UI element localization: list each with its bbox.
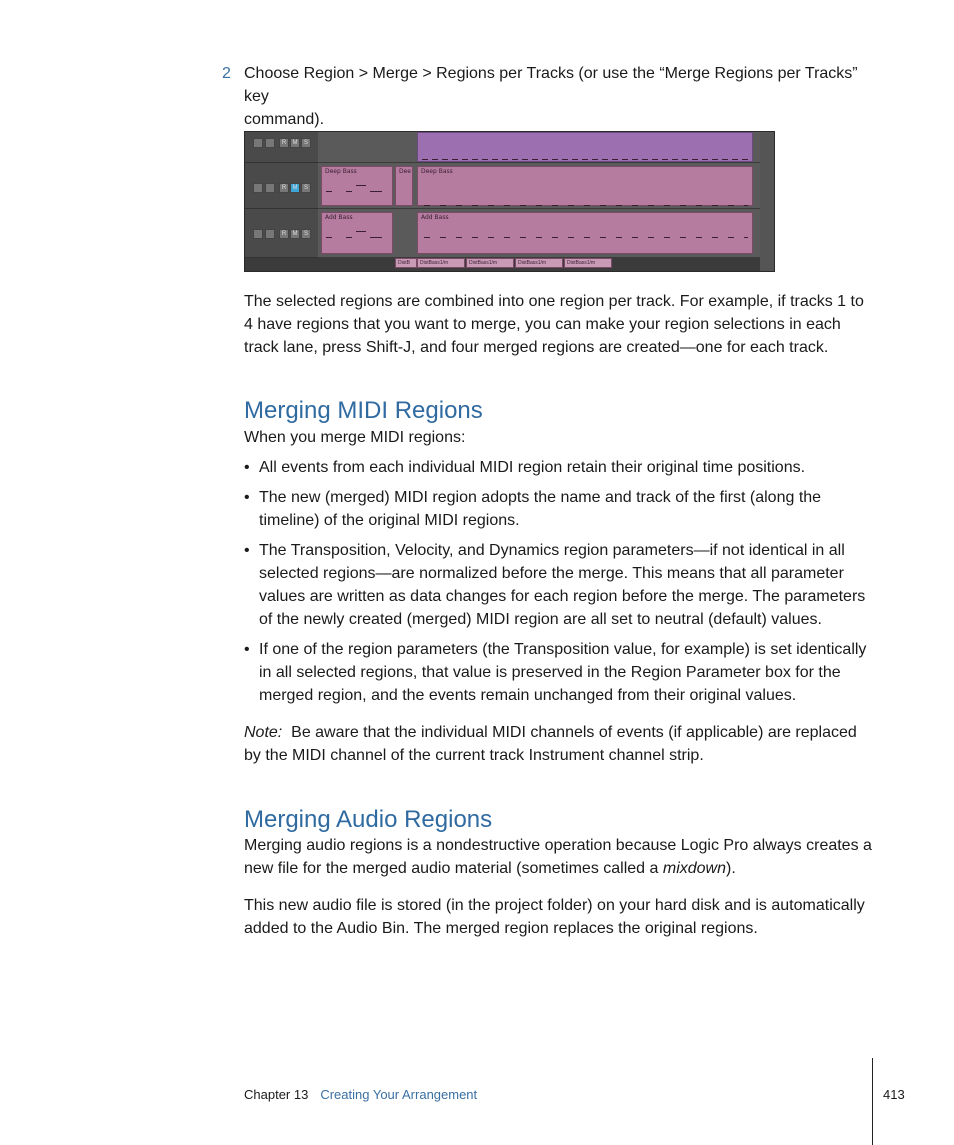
page-number: 413: [883, 1087, 905, 1102]
audio-region: DistBass1/m: [515, 258, 563, 268]
audio-region: DistBass1/m: [564, 258, 612, 268]
heading-merging-audio-regions: Merging Audio Regions: [244, 806, 493, 833]
freeze-icon: [265, 138, 275, 148]
record-button: R: [279, 229, 289, 239]
power-icon: [253, 229, 263, 239]
heading-merging-midi-regions: Merging MIDI Regions: [244, 397, 483, 424]
solo-button: S: [301, 183, 311, 193]
audio-region: DistB: [395, 258, 417, 268]
step-text-line1: Choose Region > Merge > Regions per Tracks (or use the “Merge Regions per Tracks” key: [244, 65, 858, 105]
vertical-scrollbar: [760, 132, 774, 271]
audio-region: DistBass1/m: [466, 258, 514, 268]
list-item: • If one of the region parameters (the Transposition value, for example) is set identically in all selected regions, that value is preserved in the Region Parameter box for the merged region, and the events remain unchanged from their original values.: [244, 641, 867, 704]
track-header-2: [245, 163, 318, 209]
track-header-1: [245, 132, 318, 163]
note-label: Note:: [244, 724, 283, 741]
freeze-icon: [265, 229, 275, 239]
region-add-bass-2: Add Bass: [417, 212, 753, 254]
list-item: • All events from each individual MIDI region retain their original time positions.: [244, 459, 806, 476]
mute-button: M: [290, 229, 300, 239]
list-item: • The new (merged) MIDI region adopts the name and track of the first (along the timeline) of the original MIDI regions.: [244, 489, 822, 529]
selected-regions-paragraph: The selected regions are combined into one region per track. For example, if tracks 1 to 4 have regions that you want to merge, you can make your region selections in each track lane, press Shift-J, and four merged regions are created—one for each track.: [244, 293, 864, 356]
footer-divider: [872, 1058, 873, 1145]
list-item: • The Transposition, Velocity, and Dynamics region parameters—if not identical in all selected regions—are normalized before the merge. This means that all parameter values are written as data changes for each region before the merge. The parameters of the newly created (merged) MIDI region are all set to neutral (default) values.: [244, 542, 866, 628]
footer-chapter: [244, 1087, 477, 1102]
step-number: 2: [222, 65, 231, 82]
audio-paragraph-1: Merging audio regions is a nondestructive operation because Logic Pro always creates a new file for the merged audio material (sometimes called a mixdown).: [244, 837, 872, 877]
note-paragraph: [244, 721, 876, 767]
record-button: R: [279, 183, 289, 193]
audio-region: DistBass1/m: [417, 258, 465, 268]
freeze-icon: [265, 183, 275, 193]
arrange-screenshot: [244, 131, 775, 272]
solo-button: S: [301, 229, 311, 239]
region-deep-bass-2: Deep Bass: [417, 166, 753, 206]
midi-bullet-list: [244, 456, 876, 714]
step-text: [244, 62, 884, 131]
track-header-3: [245, 209, 318, 258]
step-text-line2: command).: [244, 111, 325, 128]
region-deep-bass-short: Dee: [395, 166, 413, 206]
power-icon: [253, 183, 263, 193]
footer-chapter-label: Chapter 13: [244, 1087, 309, 1102]
region-track-1: [417, 132, 753, 162]
region-deep-bass-1: Deep Bass: [321, 166, 393, 206]
footer-chapter-title: Creating Your Arrangement: [320, 1087, 478, 1102]
mute-button: M: [290, 138, 300, 148]
audio-paragraph-2: This new audio file is stored (in the project folder) on your hard disk and is automatically added to the Audio Bin. The merged region replaces the original regions.: [244, 897, 865, 937]
note-text: Be aware that the individual MIDI channels of events (if applicable) are replaced by the MIDI channel of the current track Instrument channel strip.: [244, 724, 857, 764]
midi-intro: When you merge MIDI regions:: [244, 429, 466, 446]
mute-button: M: [290, 183, 300, 193]
power-icon: [253, 138, 263, 148]
solo-button: S: [301, 138, 311, 148]
region-add-bass-1: Add Bass: [321, 212, 393, 254]
record-button: R: [279, 138, 289, 148]
